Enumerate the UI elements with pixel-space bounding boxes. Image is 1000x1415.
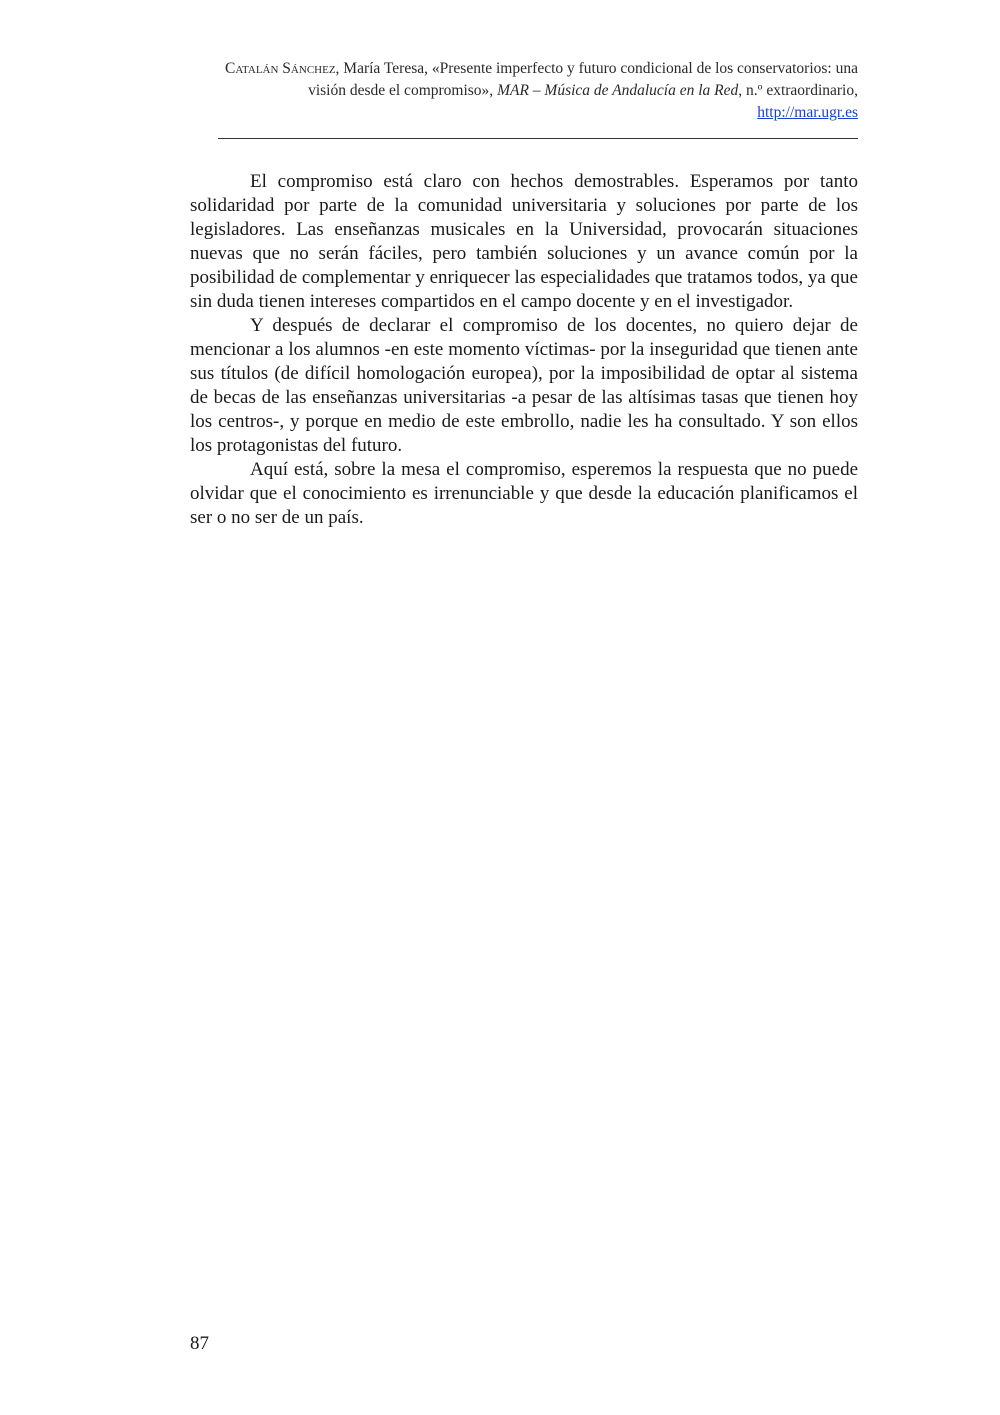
running-header — [218, 58, 858, 124]
header-author-surname: Catalán Sánchez — [224, 60, 336, 77]
body-text — [190, 170, 858, 530]
header-divider — [218, 138, 858, 139]
paragraph-3: Aquí está, sobre la mesa el compromiso, esperemos la respuesta que no puede olvidar que el conocimiento es irrenunciable y que desde la educación planificamos el ser o no ser de un país. — [190, 459, 858, 528]
header-issue: , n.º extraordinario, — [738, 82, 858, 99]
header-journal-title: MAR – Música de Andalucía en la Red — [497, 82, 739, 99]
page-number: 87 — [190, 1333, 209, 1354]
paragraph-2: Y después de declarar el compromiso de los docentes, no quiero dejar de mencionar a los alumnos -en este momento víctimas- por la inseguridad que tienen ante sus títulos (de difícil homologación europea), por la imposibilidad de optar al sistema de becas de las enseñanzas universitarias -a pesar de las altísimas tasas que tienen hoy los centros-, y porque en medio de este embrollo, nadie les ha consultado. Y son ellos los protagonistas del futuro. — [190, 315, 858, 456]
header-url-link[interactable]: http://mar.ugr.es — [757, 104, 858, 121]
header-citation-text: , María Teresa, «Presente imperfecto y futuro condicional de los conservatorios: una visión desde el compromiso», — [308, 60, 858, 99]
paragraph-1: El compromiso está claro con hechos demostrables. Esperamos por tanto solidaridad por parte de la comunidad universitaria y soluciones por parte de los legisladores. Las enseñanzas musicales en la Universidad, provocarán situaciones nuevas que no serán fáciles, pero también soluciones y un avance común por la posibilidad de complementar y enriquecer las especialidades que tratamos todos, ya que sin duda tienen intereses compartidos en el campo docente y en el investigador. — [190, 171, 858, 312]
